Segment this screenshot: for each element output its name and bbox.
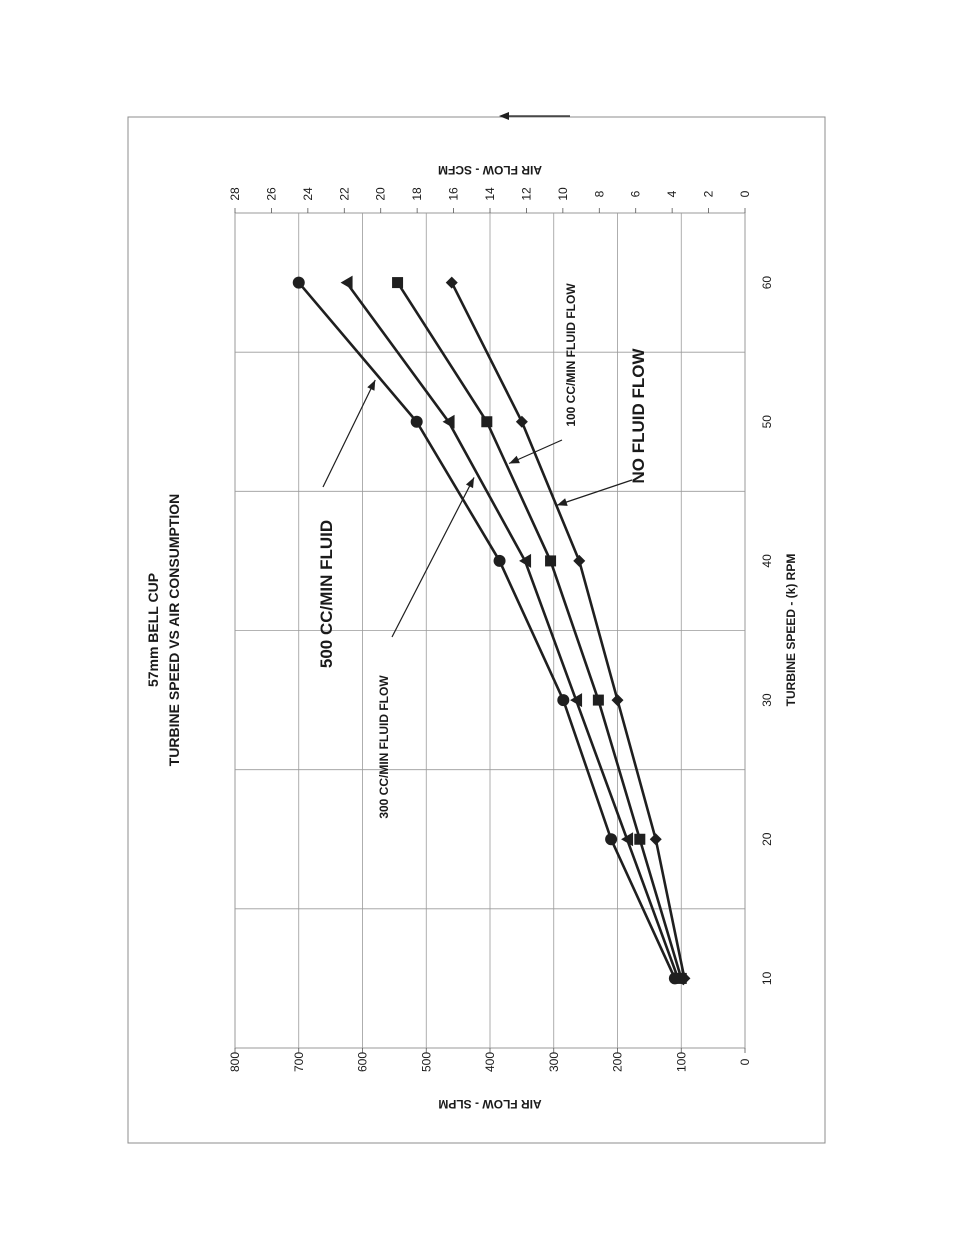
y2-tick-label: 26 bbox=[264, 187, 279, 201]
y-tick-label: 100 bbox=[674, 1051, 689, 1073]
y-tick-label: 200 bbox=[610, 1051, 625, 1073]
outer-frame bbox=[128, 117, 825, 1143]
y-axis-label: AIR FLOW - SLPM bbox=[438, 1097, 542, 1111]
label-300cc-fluid-flow: 300 CC/MIN FLUID FLOW bbox=[377, 675, 391, 819]
x-tick-label: 60 bbox=[760, 275, 774, 290]
x-tick-label: 40 bbox=[760, 554, 774, 568]
data-point-100-cc-min-fluid-flow bbox=[392, 277, 403, 288]
tick-labels bbox=[228, 187, 774, 1072]
data-point-500-cc-min-fluid bbox=[411, 416, 423, 428]
y2-tick-label: 16 bbox=[446, 187, 461, 201]
arrow-300cc-fluid-flow bbox=[392, 477, 474, 637]
y2-tick-label: 24 bbox=[300, 187, 315, 201]
y-tick-label: 500 bbox=[419, 1051, 434, 1073]
label-no-fluid-flow: NO FLUID FLOW bbox=[629, 348, 648, 484]
grid bbox=[235, 213, 745, 1048]
y-tick-label: 600 bbox=[355, 1051, 370, 1073]
data-point-500-cc-min-fluid bbox=[494, 555, 506, 567]
annotations bbox=[323, 380, 632, 637]
data-point-500-cc-min-fluid bbox=[669, 972, 681, 984]
data-point-100-cc-min-fluid-flow bbox=[593, 695, 604, 706]
x-tick-label: 50 bbox=[760, 415, 774, 429]
top-arrow-icon bbox=[499, 112, 570, 120]
y2-tick-label: 4 bbox=[665, 190, 680, 198]
chart-subtitle: TURBINE SPEED VS AIR CONSUMPTION bbox=[166, 493, 182, 767]
data-point-no-fluid-flow bbox=[612, 694, 624, 706]
arrow-500cc-fluid bbox=[323, 380, 375, 487]
data-point-500-cc-min-fluid bbox=[557, 694, 569, 706]
y2-tick-label: 0 bbox=[738, 190, 752, 198]
y-tick-label: 800 bbox=[228, 1051, 242, 1073]
arrow-no-fluid-flow bbox=[557, 480, 632, 505]
y2-tick-label: 20 bbox=[373, 187, 388, 201]
data-point-no-fluid-flow bbox=[650, 833, 662, 845]
data-point-no-fluid-flow bbox=[516, 416, 528, 428]
arrow-300cc-fluid-flow-head bbox=[466, 477, 474, 488]
y-tick-label: 300 bbox=[546, 1051, 561, 1073]
data-point-100-cc-min-fluid-flow bbox=[545, 555, 556, 566]
y2-tick-label: 22 bbox=[337, 187, 352, 201]
arrow-100cc-fluid-flow-head bbox=[509, 456, 520, 464]
data-point-no-fluid-flow bbox=[446, 277, 458, 289]
y2-tick-label: 12 bbox=[519, 187, 534, 201]
data-point-300-cc-min-fluid-flow bbox=[341, 276, 353, 290]
data-point-300-cc-min-fluid-flow bbox=[519, 554, 531, 568]
y2-axis-label: AIR FLOW - SCFM bbox=[438, 163, 542, 177]
data-point-100-cc-min-fluid-flow bbox=[634, 834, 645, 845]
data-point-500-cc-min-fluid bbox=[293, 277, 305, 289]
x-tick-label: 30 bbox=[760, 693, 774, 707]
y-tick-label: 400 bbox=[483, 1051, 497, 1073]
data-point-no-fluid-flow bbox=[573, 555, 585, 567]
y2-tick-label: 2 bbox=[701, 190, 716, 198]
data-point-300-cc-min-fluid-flow bbox=[621, 832, 633, 846]
y-tick-label: 700 bbox=[291, 1051, 306, 1073]
y2-tick-label: 6 bbox=[628, 190, 643, 198]
y2-tick-label: 28 bbox=[228, 187, 242, 201]
chart-title: 57mm BELL CUP bbox=[145, 572, 161, 688]
data-point-500-cc-min-fluid bbox=[605, 833, 617, 845]
y2-tick-label: 18 bbox=[410, 187, 425, 201]
x-tick-label: 10 bbox=[760, 971, 774, 986]
y2-tick-label: 14 bbox=[483, 187, 497, 201]
data-point-300-cc-min-fluid-flow bbox=[570, 693, 582, 707]
label-500cc-fluid: 500 CC/MIN FLUID bbox=[317, 519, 336, 669]
arrow-no-fluid-flow-head bbox=[557, 498, 568, 506]
y2-tick-label: 8 bbox=[592, 190, 607, 198]
y-tick-label: 0 bbox=[738, 1058, 752, 1066]
data-point-100-cc-min-fluid-flow bbox=[481, 416, 492, 427]
x-tick-label: 20 bbox=[760, 832, 774, 846]
arrow-500cc-fluid-head bbox=[367, 380, 375, 391]
label-100cc-fluid-flow: 100 CC/MIN FLUID FLOW bbox=[564, 283, 578, 427]
x-axis-label: TURBINE SPEED - (k) RPM bbox=[784, 553, 798, 707]
y2-tick-label: 10 bbox=[555, 187, 570, 201]
